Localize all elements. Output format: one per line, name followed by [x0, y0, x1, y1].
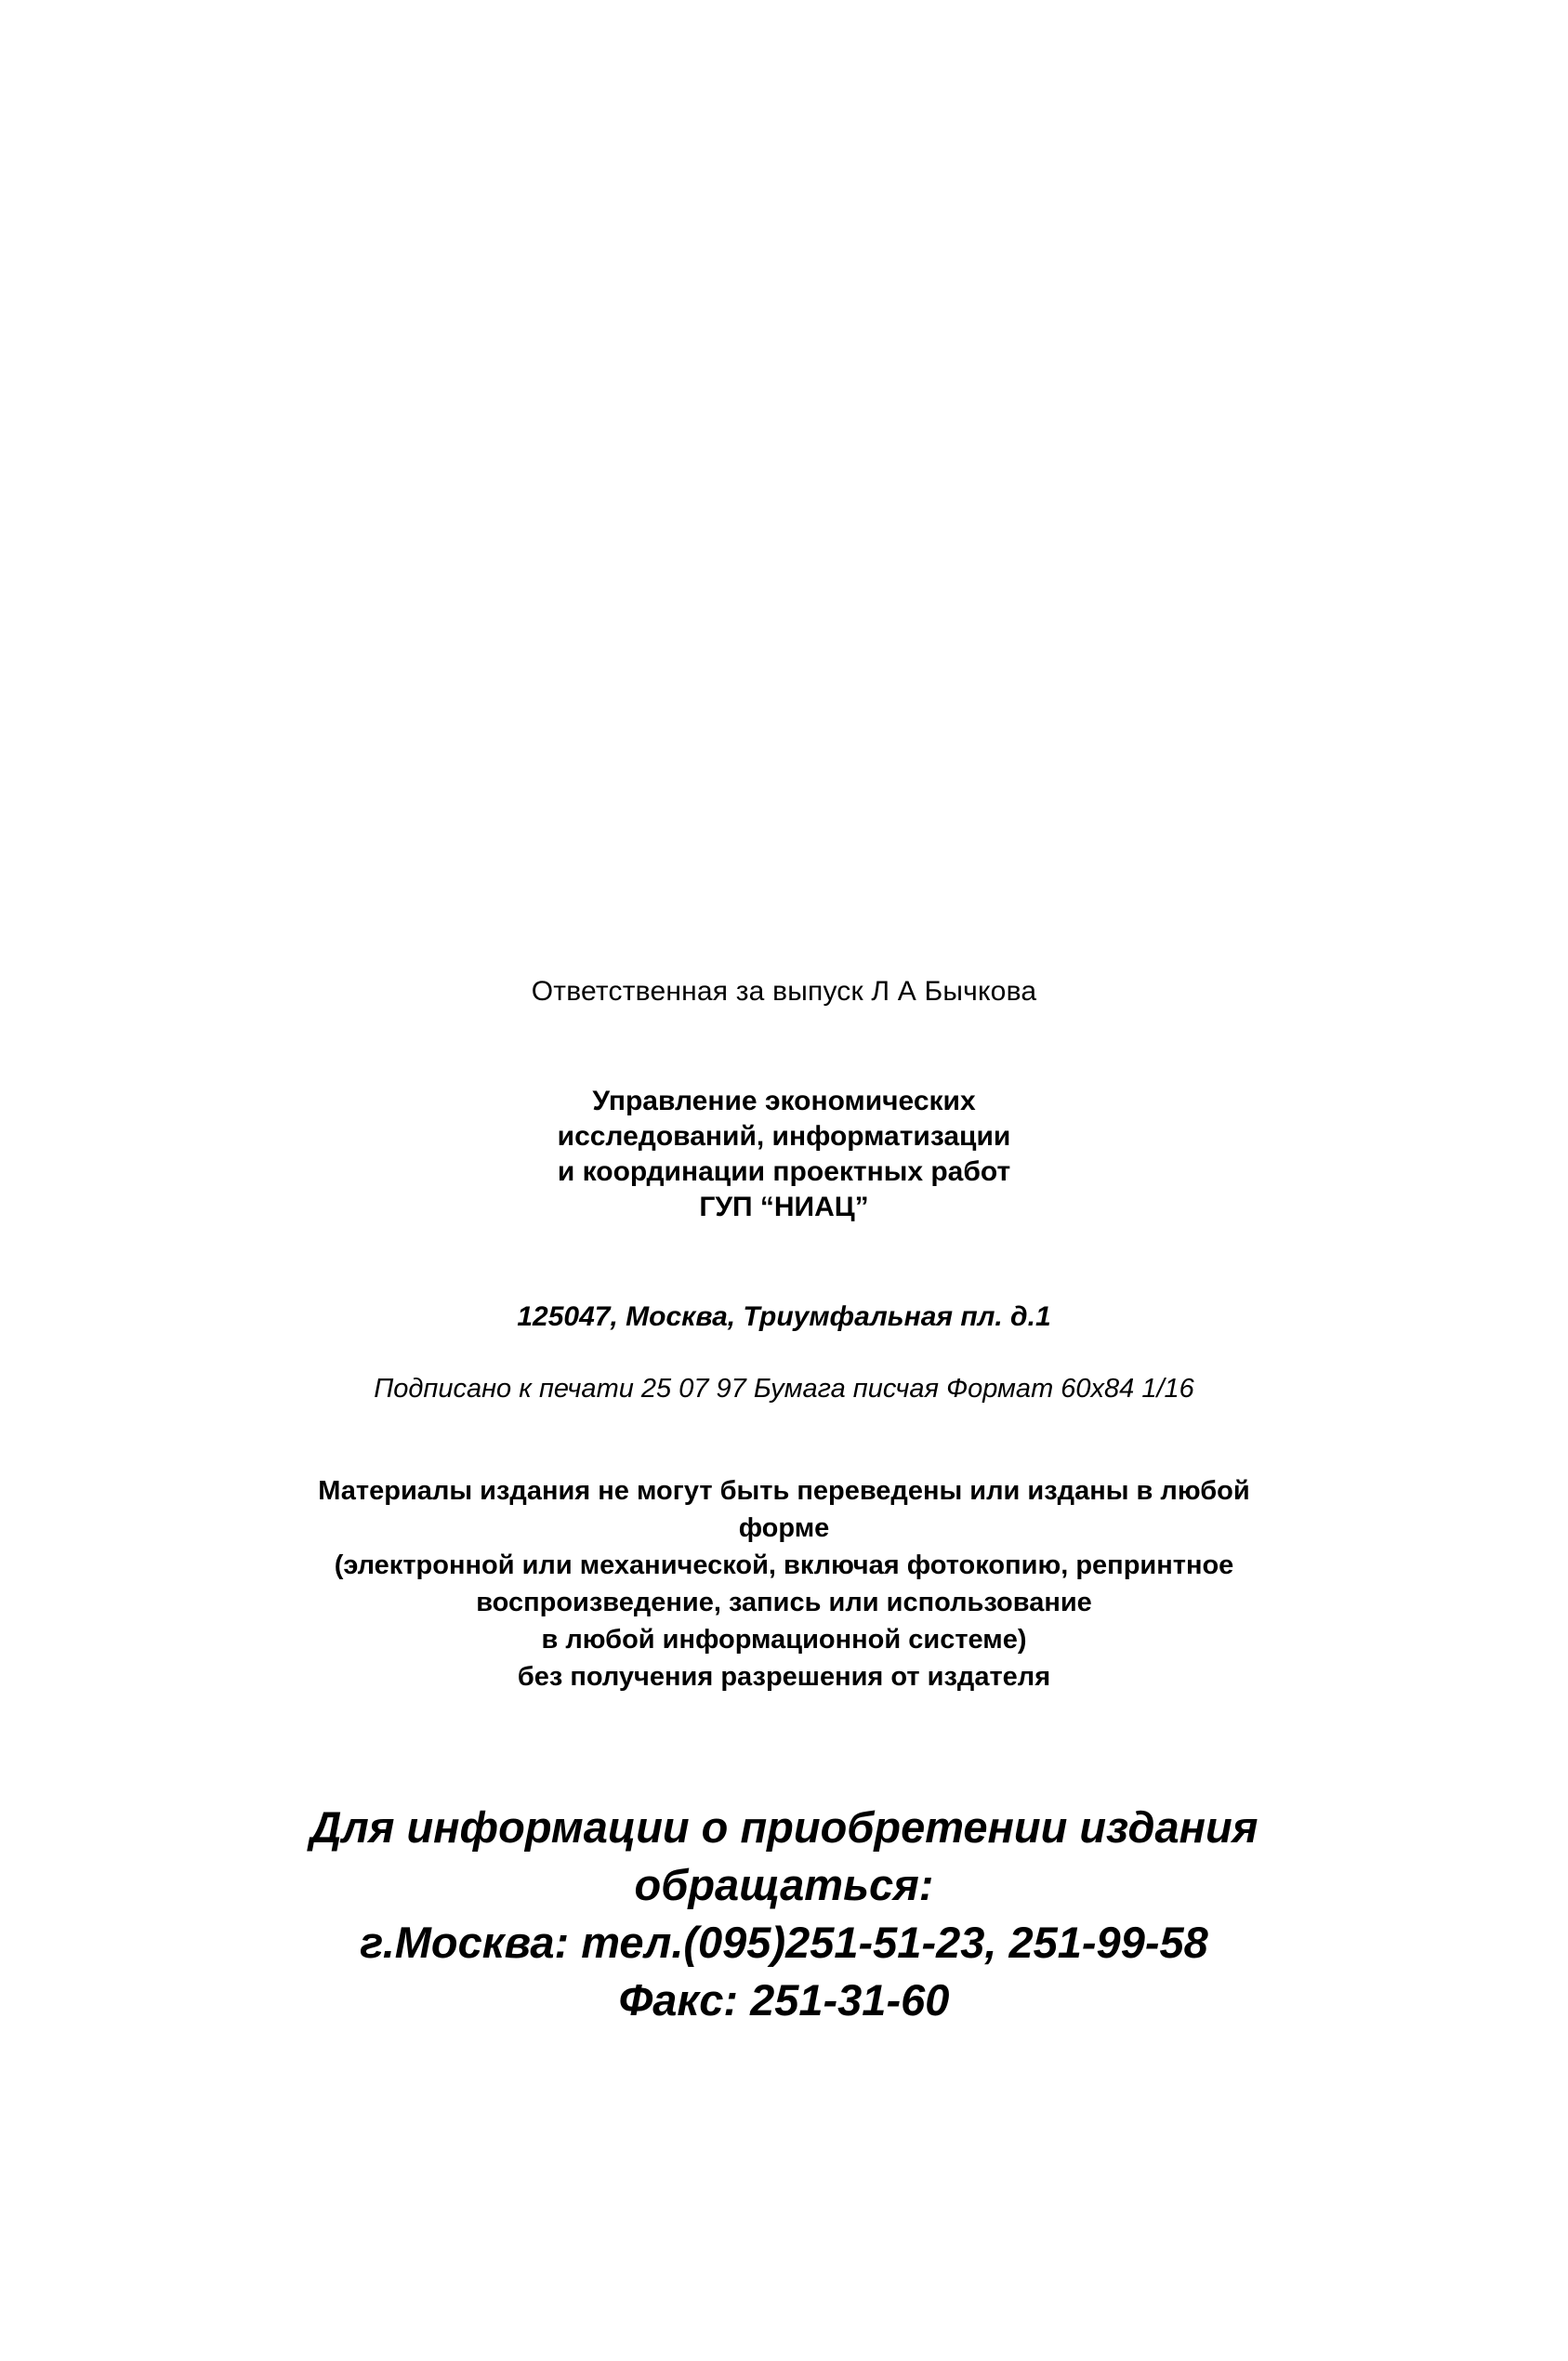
rights-notice-line: без получения разрешения от издателя — [517, 1662, 1051, 1692]
address-line: 125047, Москва, Триумфальная пл. д.1 — [517, 1301, 1051, 1332]
rights-notice-line: Материалы издания не могут быть переведены или изданы в любой — [318, 1476, 1250, 1506]
rights-notice-line: (электронной или механической, включая фотокопию, репринтное — [334, 1550, 1234, 1580]
contact-line: обращаться: — [634, 1860, 934, 1909]
rights-notice-line: в любой информационной системе) — [541, 1625, 1027, 1655]
contact-fax-line: Факс: 251-31-60 — [618, 1975, 950, 2025]
imprint-line: Подписано к печати 25 07 97 Бумага писчая Формат 60х84 1/16 — [374, 1374, 1194, 1404]
department-line: ГУП “НИАЦ” — [699, 1192, 869, 1222]
contact-line: Для информации о приобретении издания — [310, 1802, 1258, 1852]
contact-phone-line: г.Москва: тел.(095)251-51-23, 251-99-58 — [360, 1918, 1208, 1967]
department-line: Управление экономических — [592, 1086, 976, 1116]
department-line: и координации проектных работ — [557, 1156, 1011, 1187]
department-line: исследований, информатизации — [557, 1121, 1011, 1152]
rights-notice-line: форме — [738, 1513, 830, 1543]
rights-notice-line: воспроизведение, запись или использование — [476, 1588, 1092, 1617]
responsible-editor-line: Ответственная за выпуск Л А Бычкова — [531, 976, 1037, 1007]
